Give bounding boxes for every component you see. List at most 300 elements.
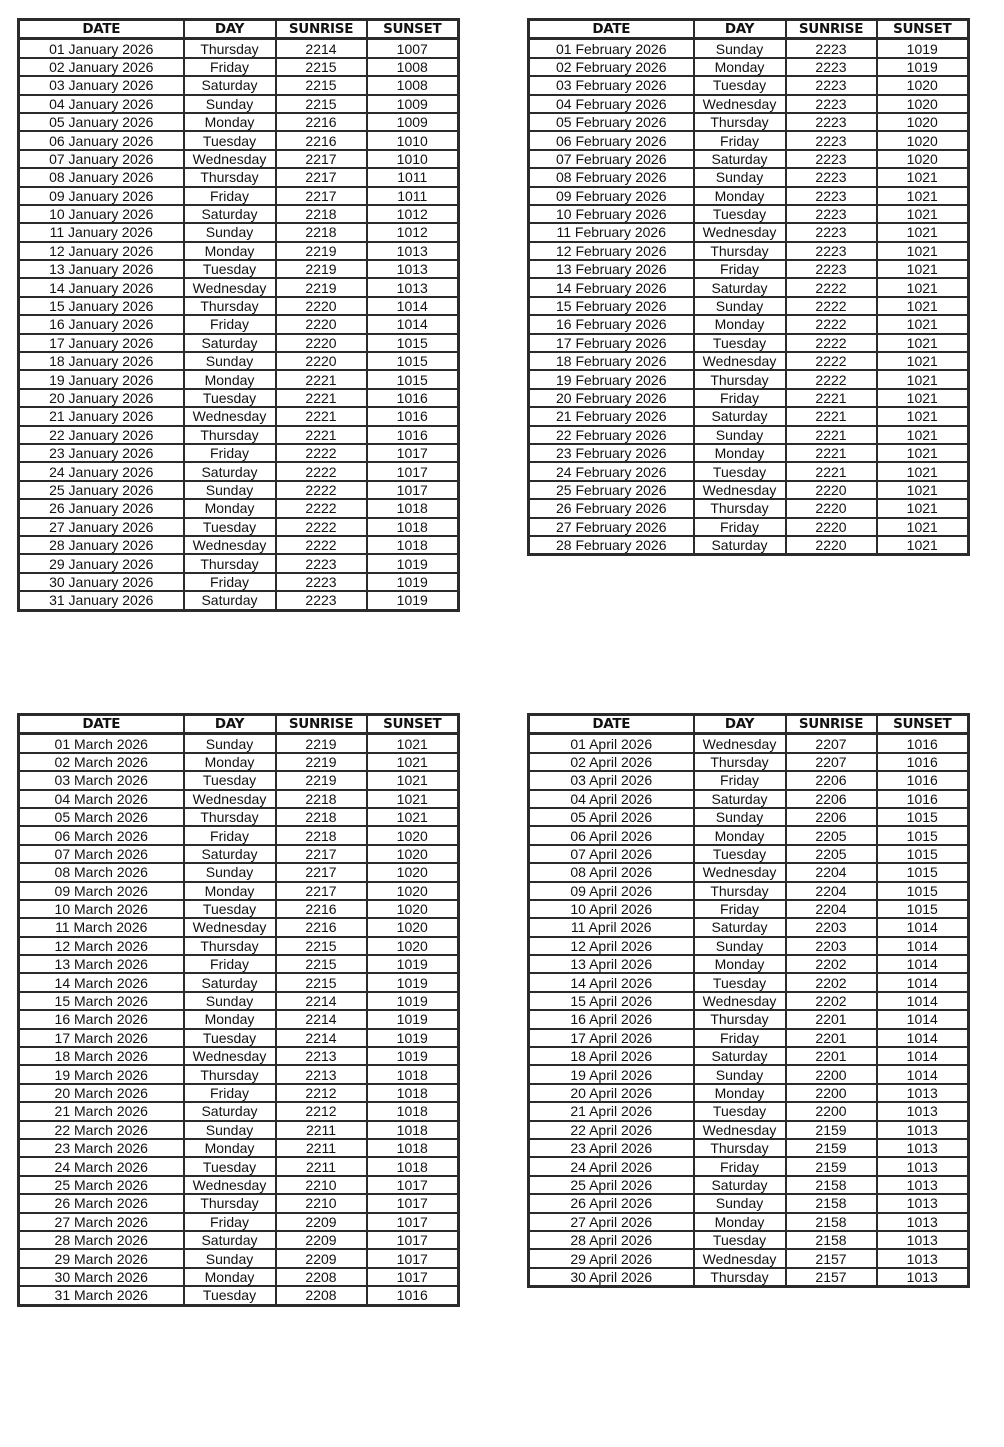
- date-cell: 01 April 2026: [529, 734, 694, 753]
- date-cell: 25 February 2026: [529, 481, 694, 499]
- sunset-cell: 1011: [367, 168, 459, 186]
- date-cell: 18 April 2026: [529, 1047, 694, 1065]
- table-row: [19, 205, 459, 223]
- sunrise-cell: 2220: [276, 334, 367, 352]
- sunrise-cell: 2220: [276, 352, 367, 370]
- day-cell: Saturday: [184, 1231, 276, 1249]
- day-cell: Monday: [184, 499, 276, 517]
- day-cell: Tuesday: [694, 462, 786, 480]
- sunrise-cell: 2220: [786, 536, 877, 555]
- day-cell: Wednesday: [184, 918, 276, 936]
- sunrise-cell: 2221: [786, 389, 877, 407]
- sunset-cell: 1018: [367, 499, 459, 517]
- sunrise-cell: 2221: [276, 426, 367, 444]
- table-row: [529, 1176, 969, 1194]
- table-row: [19, 1268, 459, 1286]
- column-header-date: DATE: [529, 715, 694, 734]
- date-cell: 11 April 2026: [529, 918, 694, 936]
- date-cell: 01 February 2026: [529, 39, 694, 58]
- sunrise-cell: 2220: [276, 315, 367, 333]
- sunrise-cell: 2203: [786, 918, 877, 936]
- date-cell: 15 April 2026: [529, 992, 694, 1010]
- date-cell: 27 February 2026: [529, 518, 694, 536]
- sunrise-cell: 2205: [786, 826, 877, 844]
- sunset-cell: 1014: [877, 955, 969, 973]
- day-cell: Wednesday: [694, 352, 786, 370]
- sunrise-cell: 2216: [276, 131, 367, 149]
- sunrise-cell: 2159: [786, 1139, 877, 1157]
- sunrise-cell: 2207: [786, 734, 877, 753]
- date-cell: 15 January 2026: [19, 297, 184, 315]
- column-header-sunset: SUNSET: [367, 20, 459, 39]
- sunrise-cell: 2215: [276, 937, 367, 955]
- sunset-cell: 1021: [877, 481, 969, 499]
- table-row: [19, 845, 459, 863]
- sunrise-cell: 2213: [276, 1065, 367, 1083]
- day-cell: Sunday: [694, 1065, 786, 1083]
- table-row: [19, 1139, 459, 1157]
- sunrise-cell: 2204: [786, 900, 877, 918]
- date-cell: 30 April 2026: [529, 1268, 694, 1287]
- sunset-cell: 1021: [877, 315, 969, 333]
- sunset-cell: 1021: [367, 734, 459, 753]
- sunrise-cell: 2215: [276, 955, 367, 973]
- sunset-cell: 1021: [877, 278, 969, 296]
- date-cell: 16 February 2026: [529, 315, 694, 333]
- sunrise-cell: 2212: [276, 1102, 367, 1120]
- date-cell: 14 March 2026: [19, 973, 184, 991]
- sunset-cell: 1020: [367, 826, 459, 844]
- date-cell: 20 January 2026: [19, 389, 184, 407]
- date-cell: 27 January 2026: [19, 518, 184, 536]
- date-cell: 23 January 2026: [19, 444, 184, 462]
- table-row: [19, 95, 459, 113]
- sunset-cell: 1012: [367, 205, 459, 223]
- day-cell: Monday: [694, 444, 786, 462]
- day-cell: Tuesday: [184, 131, 276, 149]
- day-cell: Friday: [694, 1157, 786, 1175]
- column-header-day: DAY: [694, 715, 786, 734]
- sunrise-cell: 2218: [276, 808, 367, 826]
- sunrise-cell: 2219: [276, 260, 367, 278]
- day-cell: Tuesday: [184, 1029, 276, 1047]
- sunset-cell: 1021: [877, 352, 969, 370]
- sunset-cell: 1021: [877, 407, 969, 425]
- table-row: [529, 992, 969, 1010]
- day-cell: Saturday: [184, 1102, 276, 1120]
- date-cell: 31 March 2026: [19, 1286, 184, 1305]
- table-row: [529, 1065, 969, 1083]
- sunrise-cell: 2218: [276, 223, 367, 241]
- sunrise-cell: 2223: [786, 113, 877, 131]
- day-cell: Sunday: [184, 734, 276, 753]
- date-cell: 22 February 2026: [529, 426, 694, 444]
- table-row: [19, 900, 459, 918]
- date-cell: 01 March 2026: [19, 734, 184, 753]
- sunrise-cell: 2211: [276, 1121, 367, 1139]
- sunset-cell: 1013: [877, 1176, 969, 1194]
- sunrise-cell: 2218: [276, 790, 367, 808]
- column-header-date: DATE: [19, 20, 184, 39]
- table-row: [19, 955, 459, 973]
- sunset-cell: 1017: [367, 1249, 459, 1267]
- day-cell: Monday: [694, 58, 786, 76]
- sunrise-cell: 2210: [276, 1176, 367, 1194]
- day-cell: Sunday: [694, 297, 786, 315]
- day-cell: Thursday: [694, 882, 786, 900]
- sunset-cell: 1021: [367, 753, 459, 771]
- day-cell: Wednesday: [694, 863, 786, 881]
- sunset-cell: 1021: [877, 462, 969, 480]
- date-cell: 10 March 2026: [19, 900, 184, 918]
- sunset-cell: 1015: [877, 900, 969, 918]
- month-table-february: [527, 18, 970, 556]
- day-cell: Sunday: [184, 352, 276, 370]
- date-cell: 12 February 2026: [529, 242, 694, 260]
- day-cell: Sunday: [184, 223, 276, 241]
- sunrise-cell: 2220: [276, 297, 367, 315]
- sunrise-cell: 2223: [786, 187, 877, 205]
- sunrise-cell: 2221: [786, 407, 877, 425]
- sunset-cell: 1016: [877, 771, 969, 789]
- sunrise-cell: 2201: [786, 1029, 877, 1047]
- sunset-cell: 1015: [877, 826, 969, 844]
- sunrise-cell: 2223: [786, 242, 877, 260]
- sunset-cell: 1014: [877, 937, 969, 955]
- table-row: [19, 790, 459, 808]
- date-cell: 22 April 2026: [529, 1121, 694, 1139]
- table-row: [529, 297, 969, 315]
- sunrise-cell: 2221: [276, 370, 367, 388]
- sunset-cell: 1013: [877, 1121, 969, 1139]
- date-cell: 09 February 2026: [529, 187, 694, 205]
- day-cell: Saturday: [184, 845, 276, 863]
- sunrise-cell: 2220: [786, 518, 877, 536]
- sunset-cell: 1019: [367, 573, 459, 591]
- sunset-cell: 1017: [367, 1268, 459, 1286]
- sunset-cell: 1021: [877, 334, 969, 352]
- sunset-cell: 1016: [877, 790, 969, 808]
- day-cell: Sunday: [694, 168, 786, 186]
- table-row: [19, 426, 459, 444]
- table-row: [529, 462, 969, 480]
- date-cell: 29 April 2026: [529, 1249, 694, 1267]
- date-cell: 17 February 2026: [529, 334, 694, 352]
- sunset-cell: 1018: [367, 1084, 459, 1102]
- day-cell: Wednesday: [694, 992, 786, 1010]
- table-row: [19, 1231, 459, 1249]
- table-row: [19, 518, 459, 536]
- day-cell: Sunday: [694, 426, 786, 444]
- sunrise-cell: 2159: [786, 1121, 877, 1139]
- day-cell: Saturday: [184, 334, 276, 352]
- sunset-cell: 1017: [367, 1194, 459, 1212]
- sunset-cell: 1016: [367, 407, 459, 425]
- date-cell: 06 February 2026: [529, 131, 694, 149]
- sunrise-cell: 2223: [786, 168, 877, 186]
- sunrise-cell: 2223: [786, 39, 877, 58]
- sunset-cell: 1012: [367, 223, 459, 241]
- date-cell: 28 January 2026: [19, 536, 184, 554]
- sunset-cell: 1007: [367, 39, 459, 58]
- date-cell: 23 February 2026: [529, 444, 694, 462]
- sunrise-cell: 2223: [786, 131, 877, 149]
- date-cell: 17 January 2026: [19, 334, 184, 352]
- day-cell: Friday: [184, 1084, 276, 1102]
- sunset-cell: 1013: [877, 1213, 969, 1231]
- date-cell: 26 March 2026: [19, 1194, 184, 1212]
- sunset-cell: 1020: [877, 131, 969, 149]
- date-cell: 09 March 2026: [19, 882, 184, 900]
- table-row: [529, 389, 969, 407]
- sunset-cell: 1019: [367, 955, 459, 973]
- sunrise-cell: 2200: [786, 1102, 877, 1120]
- sunrise-cell: 2158: [786, 1176, 877, 1194]
- sunset-cell: 1019: [877, 58, 969, 76]
- table-row: [529, 131, 969, 149]
- table-row: [19, 1102, 459, 1120]
- table-row: [19, 1176, 459, 1194]
- table-row: [529, 1029, 969, 1047]
- date-cell: 29 March 2026: [19, 1249, 184, 1267]
- day-cell: Monday: [184, 882, 276, 900]
- date-cell: 16 January 2026: [19, 315, 184, 333]
- table-row: [19, 1029, 459, 1047]
- sunset-cell: 1021: [877, 168, 969, 186]
- date-cell: 31 January 2026: [19, 591, 184, 610]
- sunset-cell: 1013: [877, 1139, 969, 1157]
- date-cell: 19 March 2026: [19, 1065, 184, 1083]
- date-cell: 26 February 2026: [529, 499, 694, 517]
- sunset-cell: 1019: [367, 973, 459, 991]
- sunrise-cell: 2219: [276, 753, 367, 771]
- sunrise-cell: 2223: [276, 554, 367, 572]
- date-cell: 30 January 2026: [19, 573, 184, 591]
- day-cell: Tuesday: [694, 205, 786, 223]
- day-cell: Monday: [694, 955, 786, 973]
- date-cell: 08 February 2026: [529, 168, 694, 186]
- sunset-cell: 1020: [367, 937, 459, 955]
- sunset-cell: 1018: [367, 1139, 459, 1157]
- column-header-date: DATE: [529, 20, 694, 39]
- table-row: [529, 426, 969, 444]
- day-cell: Thursday: [184, 554, 276, 572]
- date-cell: 11 January 2026: [19, 223, 184, 241]
- date-cell: 18 January 2026: [19, 352, 184, 370]
- sunrise-cell: 2220: [786, 499, 877, 517]
- date-cell: 23 March 2026: [19, 1139, 184, 1157]
- date-cell: 13 January 2026: [19, 260, 184, 278]
- day-cell: Sunday: [184, 1121, 276, 1139]
- sunset-cell: 1013: [877, 1194, 969, 1212]
- sunrise-cell: 2223: [786, 260, 877, 278]
- table-row: [19, 242, 459, 260]
- date-cell: 06 April 2026: [529, 826, 694, 844]
- date-cell: 02 January 2026: [19, 58, 184, 76]
- table-row: [529, 315, 969, 333]
- sunrise-cell: 2217: [276, 150, 367, 168]
- date-cell: 08 March 2026: [19, 863, 184, 881]
- table-row: [529, 205, 969, 223]
- date-cell: 21 February 2026: [529, 407, 694, 425]
- table-row: [529, 187, 969, 205]
- day-cell: Tuesday: [184, 1286, 276, 1305]
- date-cell: 10 April 2026: [529, 900, 694, 918]
- sunrise-cell: 2222: [786, 278, 877, 296]
- sunset-cell: 1013: [877, 1231, 969, 1249]
- sunrise-cell: 2202: [786, 955, 877, 973]
- date-cell: 24 April 2026: [529, 1157, 694, 1175]
- sunrise-cell: 2214: [276, 992, 367, 1010]
- table-row: [19, 58, 459, 76]
- table-row: [19, 734, 459, 753]
- sunrise-cell: 2222: [276, 481, 367, 499]
- day-cell: Monday: [694, 315, 786, 333]
- table-row: [529, 1047, 969, 1065]
- sunrise-cell: 2211: [276, 1157, 367, 1175]
- sunrise-cell: 2222: [786, 297, 877, 315]
- date-cell: 03 April 2026: [529, 771, 694, 789]
- month-table-january: [17, 18, 460, 612]
- table-row: [529, 900, 969, 918]
- day-cell: Monday: [184, 753, 276, 771]
- sunset-cell: 1014: [877, 1047, 969, 1065]
- day-cell: Friday: [184, 573, 276, 591]
- day-cell: Monday: [694, 1213, 786, 1231]
- day-cell: Saturday: [694, 407, 786, 425]
- day-cell: Monday: [184, 1010, 276, 1028]
- table-row: [19, 591, 459, 610]
- table-row: [529, 1268, 969, 1287]
- table-row: [19, 187, 459, 205]
- sunrise-cell: 2209: [276, 1231, 367, 1249]
- sunset-cell: 1019: [367, 554, 459, 572]
- sunrise-cell: 2205: [786, 845, 877, 863]
- date-cell: 15 March 2026: [19, 992, 184, 1010]
- table-row: [529, 1010, 969, 1028]
- date-cell: 08 January 2026: [19, 168, 184, 186]
- date-cell: 13 April 2026: [529, 955, 694, 973]
- column-header-sunset: SUNSET: [367, 715, 459, 734]
- sunrise-cell: 2222: [276, 499, 367, 517]
- sunset-cell: 1020: [367, 845, 459, 863]
- table-row: [19, 882, 459, 900]
- table-row: [19, 1084, 459, 1102]
- date-cell: 07 April 2026: [529, 845, 694, 863]
- table-row: [529, 826, 969, 844]
- date-cell: 09 April 2026: [529, 882, 694, 900]
- table-row: [529, 753, 969, 771]
- date-cell: 30 March 2026: [19, 1268, 184, 1286]
- table-row: [19, 1286, 459, 1305]
- day-cell: Monday: [694, 1084, 786, 1102]
- day-cell: Tuesday: [694, 1231, 786, 1249]
- table-row: [19, 407, 459, 425]
- date-cell: 18 February 2026: [529, 352, 694, 370]
- table-row: [19, 76, 459, 94]
- table-row: [19, 1157, 459, 1175]
- day-cell: Sunday: [184, 992, 276, 1010]
- date-cell: 15 February 2026: [529, 297, 694, 315]
- sunrise-cell: 2216: [276, 918, 367, 936]
- date-cell: 19 February 2026: [529, 370, 694, 388]
- date-cell: 17 April 2026: [529, 1029, 694, 1047]
- date-cell: 24 February 2026: [529, 462, 694, 480]
- day-cell: Thursday: [694, 370, 786, 388]
- sunrise-cell: 2208: [276, 1286, 367, 1305]
- sunset-cell: 1021: [877, 536, 969, 555]
- day-cell: Friday: [694, 771, 786, 789]
- date-cell: 14 April 2026: [529, 973, 694, 991]
- sunset-cell: 1009: [367, 95, 459, 113]
- table-row: [529, 113, 969, 131]
- sunrise-cell: 2217: [276, 882, 367, 900]
- sunrise-cell: 2218: [276, 205, 367, 223]
- day-cell: Thursday: [694, 1010, 786, 1028]
- day-cell: Monday: [694, 826, 786, 844]
- column-header-sunset: SUNSET: [877, 715, 969, 734]
- sunrise-cell: 2221: [276, 389, 367, 407]
- table-row: [19, 992, 459, 1010]
- date-cell: 04 January 2026: [19, 95, 184, 113]
- sunrise-cell: 2219: [276, 734, 367, 753]
- date-cell: 26 April 2026: [529, 1194, 694, 1212]
- sunset-cell: 1013: [877, 1084, 969, 1102]
- day-cell: Wednesday: [184, 150, 276, 168]
- date-cell: 11 March 2026: [19, 918, 184, 936]
- table-row: [19, 1249, 459, 1267]
- sunset-cell: 1020: [877, 150, 969, 168]
- table-row: [19, 826, 459, 844]
- table-row: [529, 973, 969, 991]
- day-cell: Sunday: [184, 95, 276, 113]
- date-cell: 16 March 2026: [19, 1010, 184, 1028]
- day-cell: Saturday: [184, 973, 276, 991]
- table-row: [19, 937, 459, 955]
- date-cell: 05 February 2026: [529, 113, 694, 131]
- day-cell: Wednesday: [184, 1047, 276, 1065]
- date-cell: 12 April 2026: [529, 937, 694, 955]
- day-cell: Monday: [184, 113, 276, 131]
- sunrise-cell: 2206: [786, 771, 877, 789]
- sunset-cell: 1014: [877, 992, 969, 1010]
- day-cell: Tuesday: [184, 518, 276, 536]
- sunset-cell: 1014: [367, 315, 459, 333]
- sunset-cell: 1018: [367, 518, 459, 536]
- column-header-sunrise: SUNRISE: [786, 715, 877, 734]
- sunset-cell: 1021: [877, 444, 969, 462]
- sunset-cell: 1018: [367, 1157, 459, 1175]
- table-row: [19, 315, 459, 333]
- sunset-cell: 1017: [367, 481, 459, 499]
- day-cell: Saturday: [694, 1176, 786, 1194]
- date-cell: 05 January 2026: [19, 113, 184, 131]
- day-cell: Monday: [184, 370, 276, 388]
- table-row: [19, 334, 459, 352]
- sunrise-cell: 2221: [786, 426, 877, 444]
- sunrise-cell: 2212: [276, 1084, 367, 1102]
- sunrise-cell: 2223: [276, 573, 367, 591]
- sunset-cell: 1013: [877, 1268, 969, 1287]
- table-row: [19, 462, 459, 480]
- date-cell: 29 January 2026: [19, 554, 184, 572]
- day-cell: Friday: [184, 187, 276, 205]
- day-cell: Thursday: [184, 937, 276, 955]
- sunset-cell: 1020: [367, 882, 459, 900]
- sunset-cell: 1015: [367, 352, 459, 370]
- table-row: [529, 734, 969, 753]
- table-row: [529, 1213, 969, 1231]
